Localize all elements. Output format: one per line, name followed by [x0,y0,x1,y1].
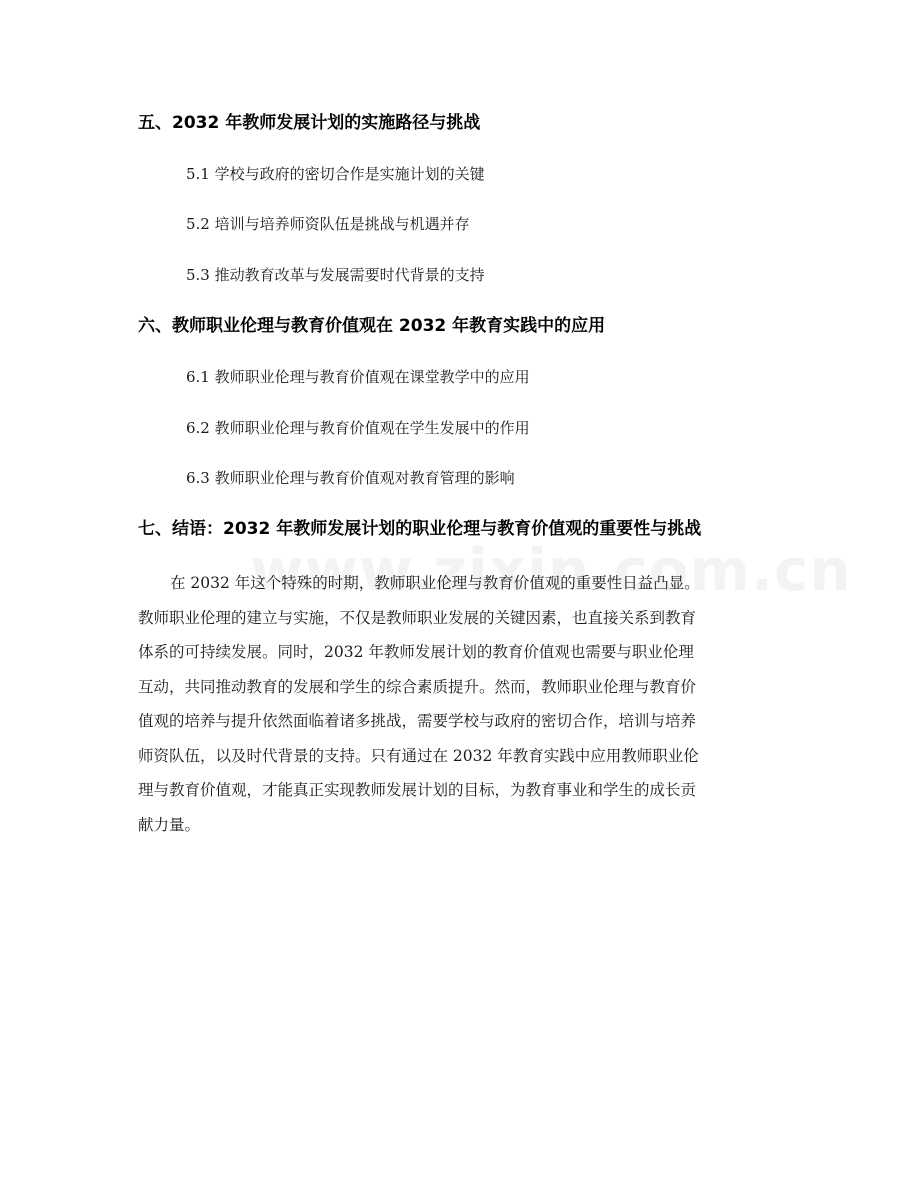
section-5-heading: 五、2032 年教师发展计划的实施路径与挑战 [138,113,481,133]
conclusion-line: 献力量。 [138,815,201,834]
conclusion-line: 在 2032 年这个特殊的时期，教师职业伦理与教育价值观的重要性日益凸显。 [170,574,700,592]
section-6-2-item: 6.2 教师职业伦理与教育价值观在学生发展中的作用 [186,419,530,437]
section-6-3-item: 6.3 教师职业伦理与教育价值观对教育管理的影响 [186,469,515,487]
conclusion-line: 理与教育价值观，才能真正实现教师发展计划的目标，为教育事业和学生的成长贡 [138,781,697,799]
conclusion-paragraph [138,566,788,842]
conclusion-line: 互动，共同推动教育的发展和学生的综合素质提升。然而，教师职业伦理与教育价 [138,677,697,696]
section-5-2-item: 5.2 培训与培养师资队伍是挑战与机遇并存 [186,215,470,233]
section-7-heading: 七、结语：2032 年教师发展计划的职业伦理与教育价值观的重要性与挑战 [138,519,702,539]
section-6-heading: 六、教师职业伦理与教育价值观在 2032 年教育实践中的应用 [138,316,606,336]
conclusion-line: 教师职业伦理的建立与实施，不仅是教师职业发展的关键因素，也直接关系到教育 [138,608,697,627]
section-5-1-item: 5.1 学校与政府的密切合作是实施计划的关键 [186,165,485,183]
conclusion-line: 值观的培养与提升依然面临着诸多挑战，需要学校与政府的密切合作，培训与培养 [138,712,697,730]
section-5-3-item: 5.3 推动教育改革与发展需要时代背景的支持 [186,266,485,284]
conclusion-line: 体系的可持续发展。同时，2032 年教师发展计划的教育价值观也需要与职业伦理 [138,643,694,661]
conclusion-line: 师资队伍，以及时代背景的支持。只有通过在 2032 年教育实践中应用教师职业伦 [138,746,699,765]
section-6-1-item: 6.1 教师职业伦理与教育价值观在课堂教学中的应用 [186,368,530,386]
